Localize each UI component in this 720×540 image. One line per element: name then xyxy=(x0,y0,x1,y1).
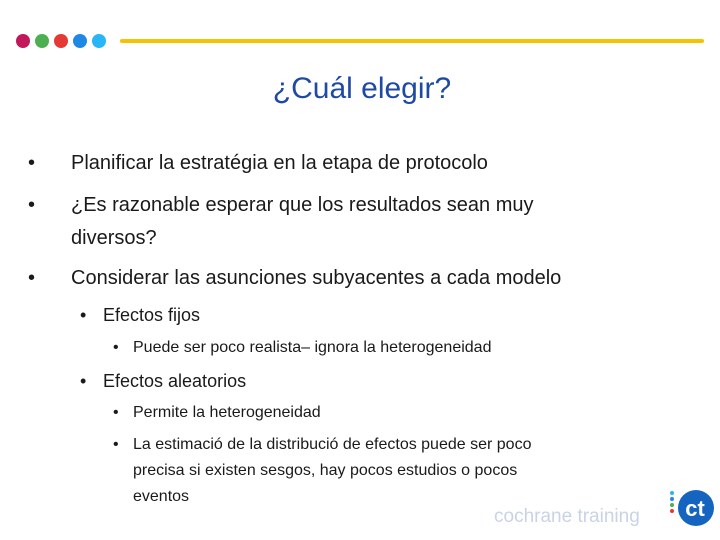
footer-brand: cochrane training xyxy=(494,506,640,527)
bullet-marker: • xyxy=(28,267,36,289)
bullet-marker: • xyxy=(28,152,36,174)
sub-bullet-efectos-fijos: Efectos fijos xyxy=(103,305,201,325)
bullet-text-2-cont: diversos? xyxy=(71,227,157,249)
bullet-text-3: Considerar las asunciones subyacentes a cada modelo xyxy=(71,267,562,289)
logo-dots xyxy=(670,491,674,513)
bullet-marker: • xyxy=(113,339,119,356)
bullet-text-2: ¿Es razonable esperar que los resultados sean muy xyxy=(71,194,534,216)
bullet-marker: • xyxy=(28,194,36,216)
bullet-marker: • xyxy=(113,436,119,453)
bullet-text-1: Planificar la estratégia en la etapa de protocolo xyxy=(71,152,488,174)
bullet-marker: • xyxy=(80,305,87,325)
sub-sub-bullet-3-cont: precisa si existen sesgos, hay pocos estudios o pocos xyxy=(133,462,518,479)
bullet-marker: • xyxy=(113,404,119,421)
sub-sub-bullet-3-cont2: eventos xyxy=(133,488,190,505)
sub-sub-bullet-2: Permite la heterogeneidad xyxy=(133,404,321,421)
sub-bullet-efectos-aleatorios: Efectos aleatorios xyxy=(103,371,247,391)
sub-sub-bullet-1: Puede ser poco realista– ignora la heterogeneidad xyxy=(133,339,492,356)
slide-title: ¿Cuál elegir? xyxy=(272,72,452,105)
bullet-marker: • xyxy=(80,371,87,391)
sub-sub-bullet-3: La estimació de la distribució de efectos puede ser poco xyxy=(133,436,532,453)
logo-text: ct xyxy=(685,496,705,521)
cochrane-logo-icon xyxy=(668,487,714,529)
